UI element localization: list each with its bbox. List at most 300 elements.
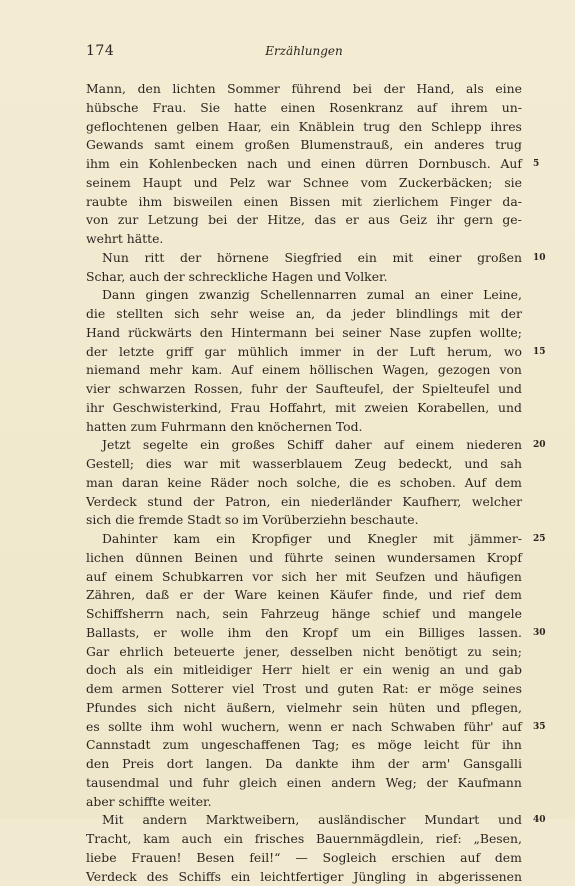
word: jämmer- [470,530,522,549]
word: Auf [465,474,487,493]
word: raubte [86,193,128,212]
word: solche, [297,474,341,493]
word: höllischen [309,361,373,380]
word: wenn [288,718,322,737]
word: immer [300,343,341,362]
word: ihm [139,193,163,212]
word: trug [495,136,522,155]
word: dies [146,455,172,474]
word: ein [231,868,250,886]
word: des [147,868,169,886]
word: der [163,268,188,287]
word: weiter. [169,793,212,812]
text-line [86,136,522,155]
word: ungeschaffenen [201,736,300,755]
word: und [498,811,522,830]
word: Wagen, [382,361,428,380]
word: und [305,680,329,699]
text-line [86,286,522,305]
word: desselben [290,643,353,662]
word: jener, [245,643,280,662]
word: vom [361,174,387,193]
word: schoben. [400,474,456,493]
word: Sommer [227,80,280,99]
word: der [388,755,409,774]
line-number: 40 [533,811,546,830]
word: Frauen! [131,849,181,868]
word: keine [167,474,201,493]
word: Schnee [303,174,349,193]
word: Siegfried [284,249,341,268]
word: stellten [116,305,163,324]
word: den [399,118,422,137]
word: wenig [392,661,430,680]
word: un- [502,99,522,118]
word: Zuckerbäcken; [399,174,493,193]
word: Seufzen [375,568,425,587]
word: beschaute. [350,511,418,530]
word: dürren [365,155,408,174]
line-number: 15 [533,343,546,362]
word: mangele [468,605,522,624]
text-line [86,118,522,137]
word: auf [460,849,480,868]
text-line [86,511,522,530]
line-number: 20 [533,436,546,455]
text-line [86,474,522,493]
word: nach [247,155,277,174]
word: der [392,380,413,399]
word: und [465,661,489,680]
word: schiffte [119,793,169,812]
word: ihm [351,755,375,774]
word: einen [287,774,322,793]
word: Schar, [86,268,129,287]
word: ihres [490,118,522,137]
text-line [86,399,522,418]
line-number: 10 [533,249,546,268]
text-line [86,174,522,193]
word: dem [495,849,522,868]
word: wo [504,343,522,362]
word: daher [335,436,372,455]
word: das [314,211,336,230]
word: da [326,305,341,324]
word: rückwärts [128,324,192,343]
word: Zähren, [86,586,135,605]
word: Schlepp [431,118,482,137]
text-line [86,718,522,737]
word: sie [504,174,522,193]
word: den [138,80,161,99]
word: auch [182,830,212,849]
word: Gewands [86,136,144,155]
word: pflegen, [471,699,522,718]
word: ein [404,136,423,155]
word: mit [346,568,367,587]
word: Bissen [289,193,330,212]
text-line [86,774,522,793]
word: lichen [86,549,124,568]
word: daran [122,474,159,493]
word: der [203,586,224,605]
word: Schiffsherrn [86,605,164,624]
word: an [415,286,430,305]
word: Gansgalli [463,755,522,774]
word: Tod. [336,418,363,437]
word: benötigt [405,643,458,662]
word: und [287,155,311,174]
word: eine [495,80,522,99]
word: wehrt [86,230,127,249]
word: der [237,211,258,230]
word: wuchern, [221,718,280,737]
page-header [86,43,522,63]
word: keinen [277,586,319,605]
word: führ' [464,718,494,737]
word: erschien [391,849,445,868]
word: Geschwisterkind, [113,399,222,418]
word: auf [417,99,437,118]
word: die [86,305,105,324]
word: dem [495,474,522,493]
word: bei [353,80,372,99]
word: seinen [335,549,376,568]
word: jeder [353,305,385,324]
word: mit [433,530,454,549]
word: Spielteufel [422,380,490,399]
word: aber [86,793,119,812]
word: großen [477,249,522,268]
word: geflochtenen [86,118,168,137]
word: frisches [255,830,304,849]
word: man [86,474,113,493]
text-line [86,418,522,437]
word: Weg; [386,774,417,793]
word: letzte [119,343,154,362]
word: Kaufmann [458,774,522,793]
word: dem [86,680,113,699]
word: hübsche [86,99,139,118]
word: führte [284,549,323,568]
word: möge [439,680,473,699]
text-line [86,493,522,512]
word: Räder [210,474,248,493]
word: ein [385,624,404,643]
word: ehrlich [119,643,163,662]
word: blindlings [396,305,458,324]
word: mit [393,249,414,268]
word: sein; [492,643,522,662]
word: gezogen [438,361,491,380]
word: ritt [144,249,164,268]
word: einen [321,155,356,174]
word: einen [281,99,316,118]
text-line [86,155,522,174]
word: Fahrzeug [260,605,319,624]
word: hüten [389,699,425,718]
word: sein [223,605,249,624]
word: kam [143,830,170,849]
word: Da [265,755,282,774]
word: stund [147,493,182,512]
word: Hagen [272,268,317,287]
word: Kropf [302,624,337,643]
word: gar [205,343,226,362]
page-number: 174 [86,43,114,59]
text-line [86,811,522,830]
word: es [86,718,100,737]
word: aus [368,211,390,230]
word: fremde [138,511,187,530]
word: Frau. [152,99,186,118]
text-line [86,343,522,362]
word: ein [120,155,139,174]
word: auf [502,718,522,737]
text-line [86,249,522,268]
word: hänge [332,605,371,624]
word: Nun [102,249,129,268]
text-line [86,793,522,812]
word: der [384,80,405,99]
word: Frau [230,399,260,418]
text-line [86,436,522,455]
line-number: 5 [533,155,539,174]
line-number: 35 [533,718,546,737]
text-line [86,268,522,287]
word: andern [142,811,187,830]
word: an, [296,305,315,324]
word: sein [353,699,379,718]
word: Tracht, [86,830,131,849]
word: ein [200,436,219,455]
word: Sogleich [323,849,377,868]
word: von [499,361,521,380]
word: gingen [146,286,189,305]
word: mühlich [238,343,289,362]
word: sich [174,305,199,324]
word: Herr [262,661,292,680]
word: der [501,305,522,324]
word: daß [146,586,170,605]
word: ihn [502,736,522,755]
word: von [86,211,108,230]
text-line [86,755,522,774]
word: ein [154,661,173,680]
word: Dornbusch. [418,155,490,174]
word: Kropf [487,549,522,568]
word: großes [232,436,275,455]
word: zierlichem [373,193,439,212]
word: Rossen, [194,380,243,399]
word: die [349,474,368,493]
word: Tag; [313,736,340,755]
word: war [184,455,208,474]
word: kam. [192,361,223,380]
word: es [377,474,391,493]
word: um [351,624,371,643]
word: Mundart [424,811,479,830]
word: Hand [86,324,120,343]
line-number: 25 [533,530,546,549]
word: Schubkarren [162,568,243,587]
text-line [86,80,522,99]
word: der [286,380,307,399]
word: ein [363,661,382,680]
word: ge- [502,211,521,230]
text-line [86,361,522,380]
word: bei [208,211,227,230]
word: nach, [176,605,210,624]
word: wundersamen [387,549,476,568]
word: dünnen [136,549,183,568]
word: bei [315,324,334,343]
word: in [416,868,428,886]
word: Rosenkranz [329,99,403,118]
word: noch [257,474,287,493]
text-line [86,530,522,549]
word: zum [131,418,161,437]
word: — [295,849,307,868]
word: samt [154,136,184,155]
word: Nase [389,324,421,343]
word: im [243,511,263,530]
word: seinem [86,174,131,193]
word: einem [416,436,454,455]
word: gern [464,211,493,230]
word: langen. [206,755,253,774]
word: der [193,493,214,512]
text-line [86,230,522,249]
word: Beinen [194,549,238,568]
word: Sotterer [171,680,223,699]
text-line [86,624,522,643]
line-number: 30 [533,624,546,643]
word: zur [118,211,138,230]
word: Gestell; [86,455,134,474]
word: zweien [365,399,409,418]
word: ihr [436,211,454,230]
word: sah [500,455,522,474]
text-line [86,549,522,568]
word: Knegler [367,530,417,549]
word: Marktweibern, [206,811,300,830]
word: knöchernen [258,418,336,437]
word: Gar [86,643,109,662]
word: den [200,324,223,343]
text-line [86,568,522,587]
word: arm' [422,755,450,774]
word: bisweilen [173,193,232,212]
word: fuhr [203,774,229,793]
word: andern [331,774,376,793]
word: Hoffahrt, [269,399,326,418]
word: anderes [434,136,484,155]
word: einer [440,286,473,305]
text-line [86,211,522,230]
word: Haar, [228,118,262,137]
word: da- [502,193,522,212]
text-line [86,830,522,849]
word: Schellennarren [260,286,357,305]
word: Jüngling [353,868,406,886]
word: und [464,455,488,474]
word: möge [377,736,411,755]
word: in [353,343,365,362]
word: Rat: [382,680,408,699]
word: hätte. [127,230,164,249]
word: Ware [235,586,267,605]
word: dankte [295,755,338,774]
word: „Besen, [473,830,521,849]
word: der [180,249,201,268]
word: er [153,624,166,643]
word: Schiffs [178,868,221,886]
word: der [86,343,107,362]
word: war [267,174,291,193]
word: ihr [86,399,104,418]
word: wohl [183,718,213,737]
word: ihm [86,155,110,174]
word: gelben [176,118,218,137]
running-head: Erzählungen [86,44,522,58]
text-line [86,305,522,324]
word: schief [383,605,420,624]
text-line [86,736,522,755]
word: Hand, [416,80,454,99]
word: Saufteufel, [315,380,384,399]
word: einen [244,193,279,212]
word: nicht [184,699,216,718]
word: Cannstadt [86,736,150,755]
word: so [225,511,243,530]
word: fuhr [251,380,277,399]
word: schreckliche [189,268,272,287]
word: zupfen [429,324,471,343]
word: schwarzen [119,380,186,399]
word: Schwaben [391,718,456,737]
word: zwanzig [199,286,250,305]
word: herum, [447,343,492,362]
word: Käufer [330,586,372,605]
word: Schiff [287,436,323,455]
word: er [330,718,343,737]
word: lassen. [479,624,522,643]
word: er [417,680,430,699]
word: sich [86,511,115,530]
word: zumal [367,286,405,305]
word: er [340,661,353,680]
word: sehr [211,305,239,324]
word: Billiges [418,624,465,643]
word: der [427,774,448,793]
word: lichten [172,80,215,99]
word: vor [252,568,272,587]
word: ein [271,118,290,137]
word: mit [341,193,362,212]
word: armen [122,680,162,699]
word: Mann, [86,80,126,99]
word: auf [86,568,106,587]
word: den [265,624,288,643]
word: Finger [450,193,492,212]
word: Mit [102,811,124,830]
word: Vorüberziehn [262,511,350,530]
word: Verdeck [86,868,137,886]
word: Besen [196,849,234,868]
word: bedeckt, [398,455,452,474]
word: Verdeck [86,493,137,512]
